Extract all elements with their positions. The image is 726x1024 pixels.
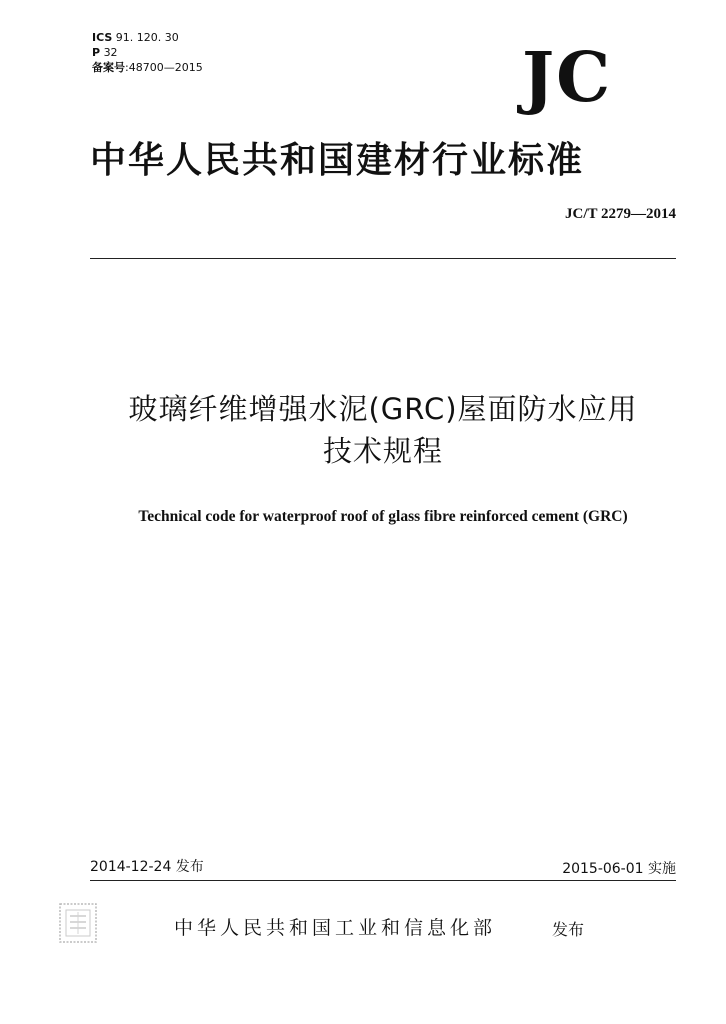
record-value: :48700—2015 <box>125 61 203 74</box>
ics-line <box>92 30 203 45</box>
document-meta <box>92 30 203 75</box>
ics-value: 91. 120. 30 <box>115 31 179 44</box>
p-label: P <box>92 46 101 59</box>
title-chinese-line-2: 技术规程 <box>322 434 443 468</box>
seal-stamp-icon <box>56 900 100 946</box>
jc-logo: JC <box>522 38 613 118</box>
record-label: 备案号 <box>92 61 125 74</box>
issue-date: 2014-12-24 发布 <box>90 859 204 875</box>
p-value: 32 <box>103 46 118 59</box>
title-chinese <box>63 388 703 472</box>
title-english: Technical code for waterproof roof of glass fibre reinforced cement (GRC) <box>138 508 628 525</box>
ics-label: ICS <box>92 31 113 44</box>
standard-number: JC/T 2279—2014 <box>565 206 676 222</box>
record-line <box>92 60 203 75</box>
org-title: 中华人民共和国建材行业标准 <box>90 139 585 181</box>
issuing-authority: 中华人民共和国工业和信息化部 <box>174 917 497 939</box>
issuer-suffix: 发布 <box>552 920 585 939</box>
title-chinese-line-1: 玻璃纤维增强水泥(GRC)屋面防水应用 <box>128 392 638 426</box>
top-divider <box>90 258 676 259</box>
bottom-divider <box>90 880 676 881</box>
p-line <box>92 45 203 60</box>
implementation-date: 2015-06-01 实施 <box>562 861 676 877</box>
